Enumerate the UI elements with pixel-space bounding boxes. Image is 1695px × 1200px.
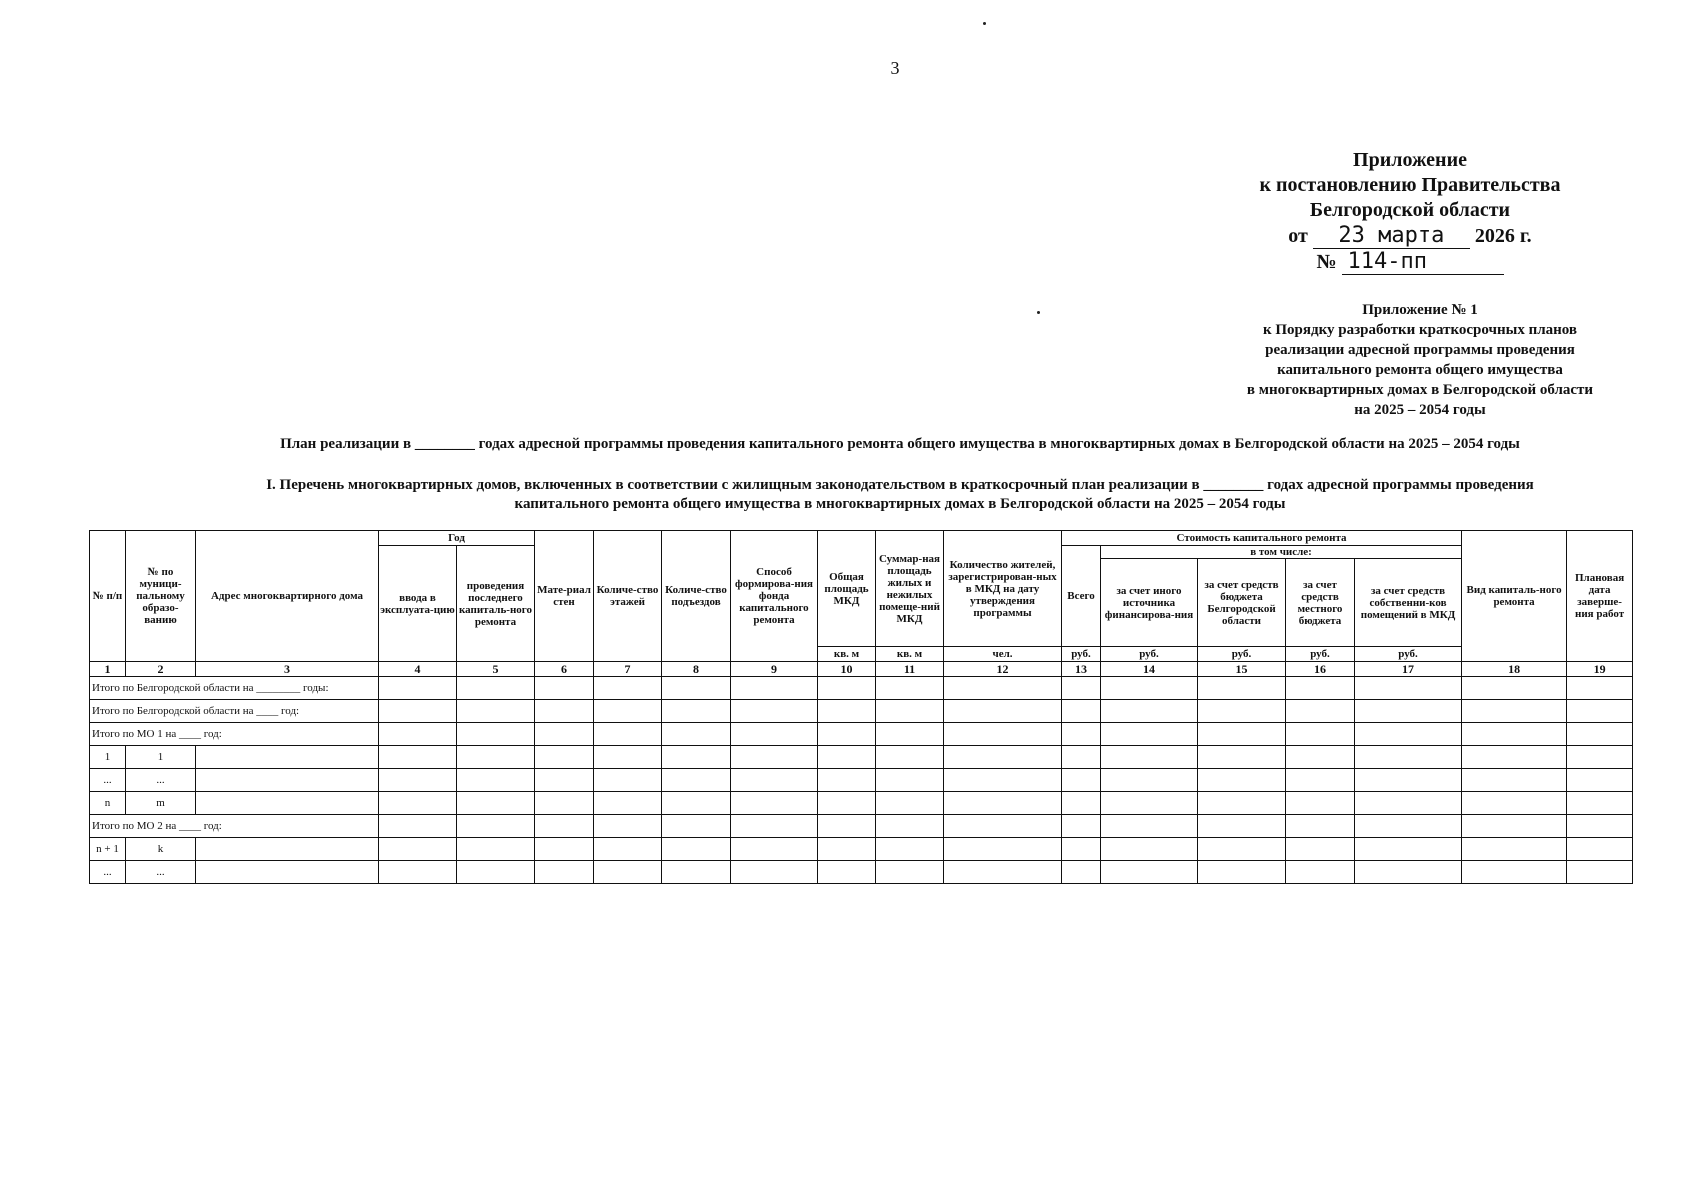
column-number: 12 <box>944 662 1062 677</box>
header-last-repair: проведения последнего капиталь-ного ремонта <box>457 546 535 662</box>
unit-cell: руб. <box>1198 647 1286 662</box>
municipal-number: k <box>126 838 196 861</box>
column-number: 15 <box>1198 662 1286 677</box>
section-title-line: капитального ремонта общего имущества в многоквартирных домах в Белгородской области на 2025 – 2054 годы <box>514 496 1286 512</box>
column-number: 2 <box>126 662 196 677</box>
header-commissioning: ввода в эксплуата-цию <box>379 546 457 662</box>
annex-line: к Порядку разработки краткосрочных планов <box>1262 322 1578 338</box>
header-other-source: за счет иного источника финансирова-ния <box>1101 559 1198 647</box>
total-mo2: Итого по МО 2 на ____ год: <box>90 815 379 838</box>
header-fund-method: Способ формирова-ния фонда капитального ремонта <box>731 531 818 662</box>
table-row <box>90 769 1633 792</box>
row-number: ... <box>90 861 126 884</box>
unit-cell: руб. <box>1286 647 1355 662</box>
column-number: 10 <box>818 662 876 677</box>
header-municipal-number: № по муници-пальному образо-ванию <box>126 531 196 662</box>
table-row <box>90 815 1633 838</box>
column-number: 3 <box>196 662 379 677</box>
unit-cell: чел. <box>944 647 1062 662</box>
scan-speck <box>1037 311 1040 314</box>
annex-line: в многоквартирных домах в Белгородской области <box>1246 382 1594 398</box>
header-completion-date: Плановая дата заверше-ния работ <box>1567 531 1633 662</box>
housing-register-table <box>89 530 1633 884</box>
table-row <box>90 723 1633 746</box>
approval-block <box>1220 148 1600 275</box>
annex-line: капитального ремонта общего имущества <box>1277 362 1563 378</box>
column-number: 9 <box>731 662 818 677</box>
column-number-row <box>90 662 1633 677</box>
unit-cell: кв. м <box>876 647 944 662</box>
column-number: 14 <box>1101 662 1198 677</box>
column-number: 11 <box>876 662 944 677</box>
page-number: 3 <box>890 58 900 78</box>
table-row <box>90 746 1633 769</box>
header-including-group: в том числе: <box>1101 546 1462 559</box>
annex-block <box>1210 300 1630 420</box>
handwritten-number: 114-пп <box>1342 249 1504 275</box>
header-floors: Количе-ство этажей <box>594 531 662 662</box>
header-row-number: № п/п <box>90 531 126 662</box>
column-number: 6 <box>535 662 594 677</box>
header-total-cost: Всего <box>1062 546 1101 647</box>
column-number: 1 <box>90 662 126 677</box>
header-local-budget: за счет средств местного бюджета <box>1286 559 1355 647</box>
column-number: 16 <box>1286 662 1355 677</box>
total-mo1: Итого по МО 1 на ____ год: <box>90 723 379 746</box>
table-row <box>90 838 1633 861</box>
total-region-years: Итого по Белгородской области на ________ годы: <box>90 677 379 700</box>
section-title-line: I. Перечень многоквартирных домов, включенных в соответствии с жилищным законодательством в краткосрочный план реализации в ________ годах адресной программы проведения <box>266 477 1534 493</box>
section-title <box>150 476 1650 514</box>
municipal-number: 1 <box>126 746 196 769</box>
date-prefix: от <box>1288 225 1308 247</box>
header-cost-group: Стоимость капитального ремонта <box>1062 531 1462 546</box>
table-row <box>90 861 1633 884</box>
column-number: 17 <box>1355 662 1462 677</box>
header-regional-budget: за счет средств бюджета Белгородской области <box>1198 559 1286 647</box>
approval-date <box>1220 223 1600 249</box>
row-number: n + 1 <box>90 838 126 861</box>
column-number: 4 <box>379 662 457 677</box>
header-premises-area: Суммар-ная площадь жилых и нежилых помеще-ний МКД <box>876 531 944 647</box>
header-wall-material: Мате-риал стен <box>535 531 594 662</box>
column-number: 13 <box>1062 662 1101 677</box>
date-suffix: 2026 г. <box>1474 225 1532 247</box>
municipal-number: ... <box>126 769 196 792</box>
approval-title: Приложение <box>1353 149 1467 171</box>
total-region-year: Итого по Белгородской области на ____ год: <box>90 700 379 723</box>
table-row <box>90 700 1633 723</box>
annex-line: на 2025 – 2054 годы <box>1354 402 1486 418</box>
unit-cell: кв. м <box>818 647 876 662</box>
annex-line: реализации адресной программы проведения <box>1265 342 1575 358</box>
plan-title: План реализации в ________ годах адресной программы проведения капитального ремонта общего имущества в многоквартирных домах в Белгородской области на 2025 – 2054 годы <box>280 436 1520 452</box>
header-repair-type: Вид капиталь-ного ремонта <box>1462 531 1567 662</box>
table-row <box>90 677 1633 700</box>
header-year-group: Год <box>379 531 535 546</box>
header-total-area: Общая площадь МКД <box>818 531 876 647</box>
number-prefix: № <box>1316 251 1337 273</box>
column-number: 8 <box>662 662 731 677</box>
municipal-number: m <box>126 792 196 815</box>
annex-title: Приложение № 1 <box>1362 302 1478 318</box>
municipal-number: ... <box>126 861 196 884</box>
table-row <box>90 792 1633 815</box>
approval-number <box>1220 249 1600 275</box>
header-entrances: Количе-ство подъездов <box>662 531 731 662</box>
column-number: 5 <box>457 662 535 677</box>
approval-line: Белгородской области <box>1309 199 1511 221</box>
column-number: 18 <box>1462 662 1567 677</box>
unit-cell: руб. <box>1062 647 1101 662</box>
approval-line: к постановлению Правительства <box>1259 174 1561 196</box>
header-address: Адрес многоквартирного дома <box>196 531 379 662</box>
handwritten-date: 23 марта <box>1313 223 1470 249</box>
column-number: 19 <box>1567 662 1633 677</box>
row-number: 1 <box>90 746 126 769</box>
row-number: n <box>90 792 126 815</box>
header-residents: Количество жителей, зарегистрирован-ных в МКД на дату утверждения программы <box>944 531 1062 647</box>
unit-cell: руб. <box>1355 647 1462 662</box>
scan-speck <box>983 22 986 25</box>
unit-cell: руб. <box>1101 647 1198 662</box>
column-number: 7 <box>594 662 662 677</box>
row-number: ... <box>90 769 126 792</box>
header-owners-funds: за счет средств собственни-ков помещений в МКД <box>1355 559 1462 647</box>
